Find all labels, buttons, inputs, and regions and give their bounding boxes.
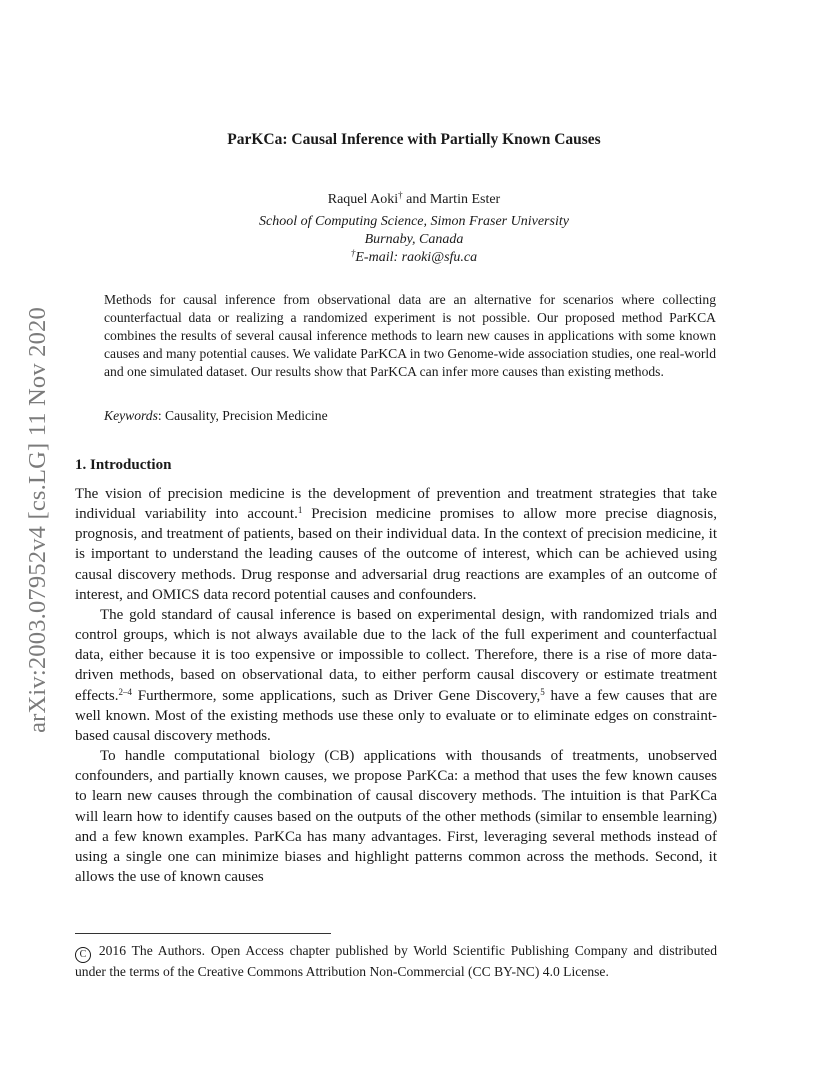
- email-line: [0, 250, 828, 266]
- citation-2: 2–4: [118, 686, 132, 697]
- p1-text-a: The vision of precision medicine is the development of prevention and treatment strategies that take individual variability into account.: [75, 486, 717, 523]
- arxiv-identifier: [25, 282, 51, 758]
- section-heading: 1. Introduction: [75, 457, 172, 473]
- author-rest: and Martin Ester: [402, 192, 501, 207]
- affiliation: School of Computing Science, Simon Fraser University: [259, 214, 569, 229]
- author-first: Raquel Aoki: [327, 192, 399, 207]
- keywords: [104, 408, 328, 424]
- footnote-rule: [75, 933, 331, 934]
- author-mark: †: [398, 190, 403, 200]
- location: Burnaby, Canada: [364, 232, 464, 247]
- email-mark: †: [350, 248, 356, 258]
- body-text: [75, 484, 717, 887]
- citation-3: 5: [540, 686, 545, 697]
- abstract: Methods for causal inference from observational data are an alternative for scenarios where collecting counterfactual data or realizing a randomized experiment is not possible. Our proposed method ParKCA combines the results of several causal inference methods to learn new causes in applications with some known causes and many potential causes. We validate ParKCA in two Genome-wide association studies, one real-world and one simulated dataset. Our results show that ParKCA can infer more causes than existing methods.: [104, 292, 716, 379]
- p2-text-c: have a few causes that are well known. Most of the existing methods use these only to evaluate or to eliminate edges on constraint-based causal discovery methods.: [75, 687, 717, 744]
- keywords-label: Keywords: [104, 408, 158, 423]
- p1-text-b: Precision medicine promises to allow more precise diagnosis, prognosis, and treatment of patients, based on their individual data. In the context of precision medicine, it is important to understand the leading causes of the outcome of interest, which can be achieved using causal discovery methods. Drug response and adversarial drug reactions are examples of an outcome of interest, and OMICS data record potential causes and confounders.: [75, 506, 717, 603]
- citation-1: 1: [297, 505, 303, 516]
- arxiv-identifier-text: arXiv:2003.07952v4 [cs.LG] 11 Nov 2020: [24, 307, 51, 733]
- p2-text-b: Furthermore, some applications, such as Driver Gene Discovery,: [131, 687, 541, 704]
- copyright-icon: C: [75, 947, 91, 963]
- authors: [0, 192, 828, 208]
- paragraph-3: To handle computational biology (CB) applications with thousands of treatments, unobserved confounders, and partially known causes, we propose ParKCa: a method that uses the few known causes to learn new causes through the combination of causal discovery methods. The intuition is that ParKCa will learn how to identify causes based on the outputs of the other methods (similar to ensemble learning) and a few known examples. ParKCa has many advantages. First, leveraging several methods instead of using a single one can minimize biases and highlight patterns common across the methods. Second, it allows the use of known causes: [75, 748, 717, 885]
- email: E-mail: raoki@sfu.ca: [355, 250, 478, 265]
- footnote: [75, 942, 717, 981]
- p2-text-a: The gold standard of causal inference is based on experimental design, with randomized trials and control groups, which is not always available due to the lack of the full experiment and counterfactual data, either because it is too expensive or impossible to collect. Therefore, there is a rise of more data-driven methods, based on observational data, to either perform causal discovery or estimate treatment effects.: [75, 606, 717, 704]
- keywords-list: : Causality, Precision Medicine: [157, 408, 328, 423]
- paragraph-1: [75, 484, 717, 605]
- footnote-text: 2016 The Authors. Open Access chapter published by World Scientific Publishing Company and distributed under the terms of the Creative Commons Attribution Non-Commercial (CC BY-NC) 4.0 License.: [75, 943, 717, 979]
- paper-title: ParKCa: Causal Inference with Partially Known Causes: [227, 131, 601, 148]
- paragraph-2: [75, 605, 717, 746]
